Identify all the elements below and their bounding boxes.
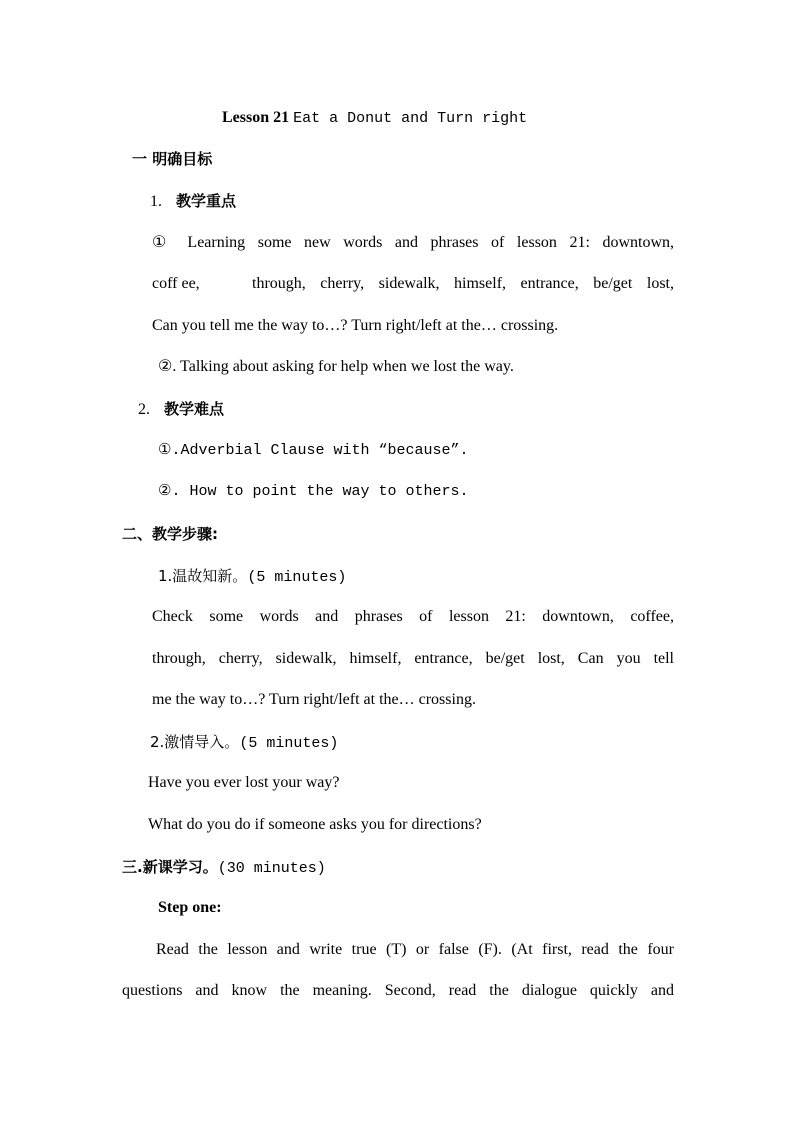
point1-title: 教学重点 (176, 192, 237, 210)
step2-time: (5 minutes) (239, 735, 339, 752)
step-one-label: Step one: (158, 899, 222, 916)
point2-label: 2. (138, 401, 150, 418)
lesson-title (222, 108, 527, 128)
section3-line2: questions and know the meaning. Second, read the dialogue quickly and (122, 982, 674, 999)
point1-label: 1. (150, 193, 162, 210)
step1-line1: Check some words and phrases of lesson 21: downtown, coffee, (152, 608, 674, 625)
point1-line2a: coff ee, (152, 275, 200, 292)
point1-heading (150, 191, 236, 211)
section3-heading-row (122, 857, 326, 877)
point1-line3: Can you tell me the way to…? Turn right/left at the… crossing. (152, 317, 559, 334)
section3-line1: Read the lesson and write true (T) or false (F). (At first, read the four (156, 941, 674, 958)
lesson-number: Lesson 21 (222, 109, 290, 126)
step1-line2: through, cherry, sidewalk, himself, entrance, be/get lost, Can you tell (152, 650, 674, 667)
lesson-name: Eat a Donut and Turn right (293, 110, 528, 127)
step2-title: 2.激情导入。 (150, 733, 240, 751)
point2-line1: ①.Adverbial Clause with “because”. (158, 442, 469, 459)
point2-heading (138, 399, 224, 419)
point2-line2: ②. How to point the way to others. (158, 483, 469, 500)
step2-line2: What do you do if someone asks you for directions? (148, 816, 482, 833)
point1-line4: ②. Talking about asking for help when we lost the way. (158, 358, 514, 375)
step1-line3: me the way to…? Turn right/left at the… crossing. (152, 691, 476, 708)
section3-time: (30 minutes) (217, 860, 326, 877)
step1-title: 1.温故知新。 (158, 567, 248, 585)
point2-title: 教学难点 (164, 400, 225, 418)
section3-heading: 三.新课学习。 (122, 858, 218, 876)
point1-line2 (152, 274, 674, 294)
section2-heading: 二、教学步骤: (122, 525, 218, 543)
point1-line2b: through, cherry, sidewalk, himself, entrance, be/get lost, (252, 275, 674, 292)
step1-heading (158, 566, 346, 586)
step2-heading (150, 732, 338, 752)
step2-line1: Have you ever lost your way? (148, 774, 340, 791)
section1-heading: 一 明确目标 (132, 150, 213, 168)
step1-time: (5 minutes) (247, 569, 347, 586)
point1-line1: ① Learning some new words and phrases of lesson 21: downtown, (152, 234, 674, 251)
